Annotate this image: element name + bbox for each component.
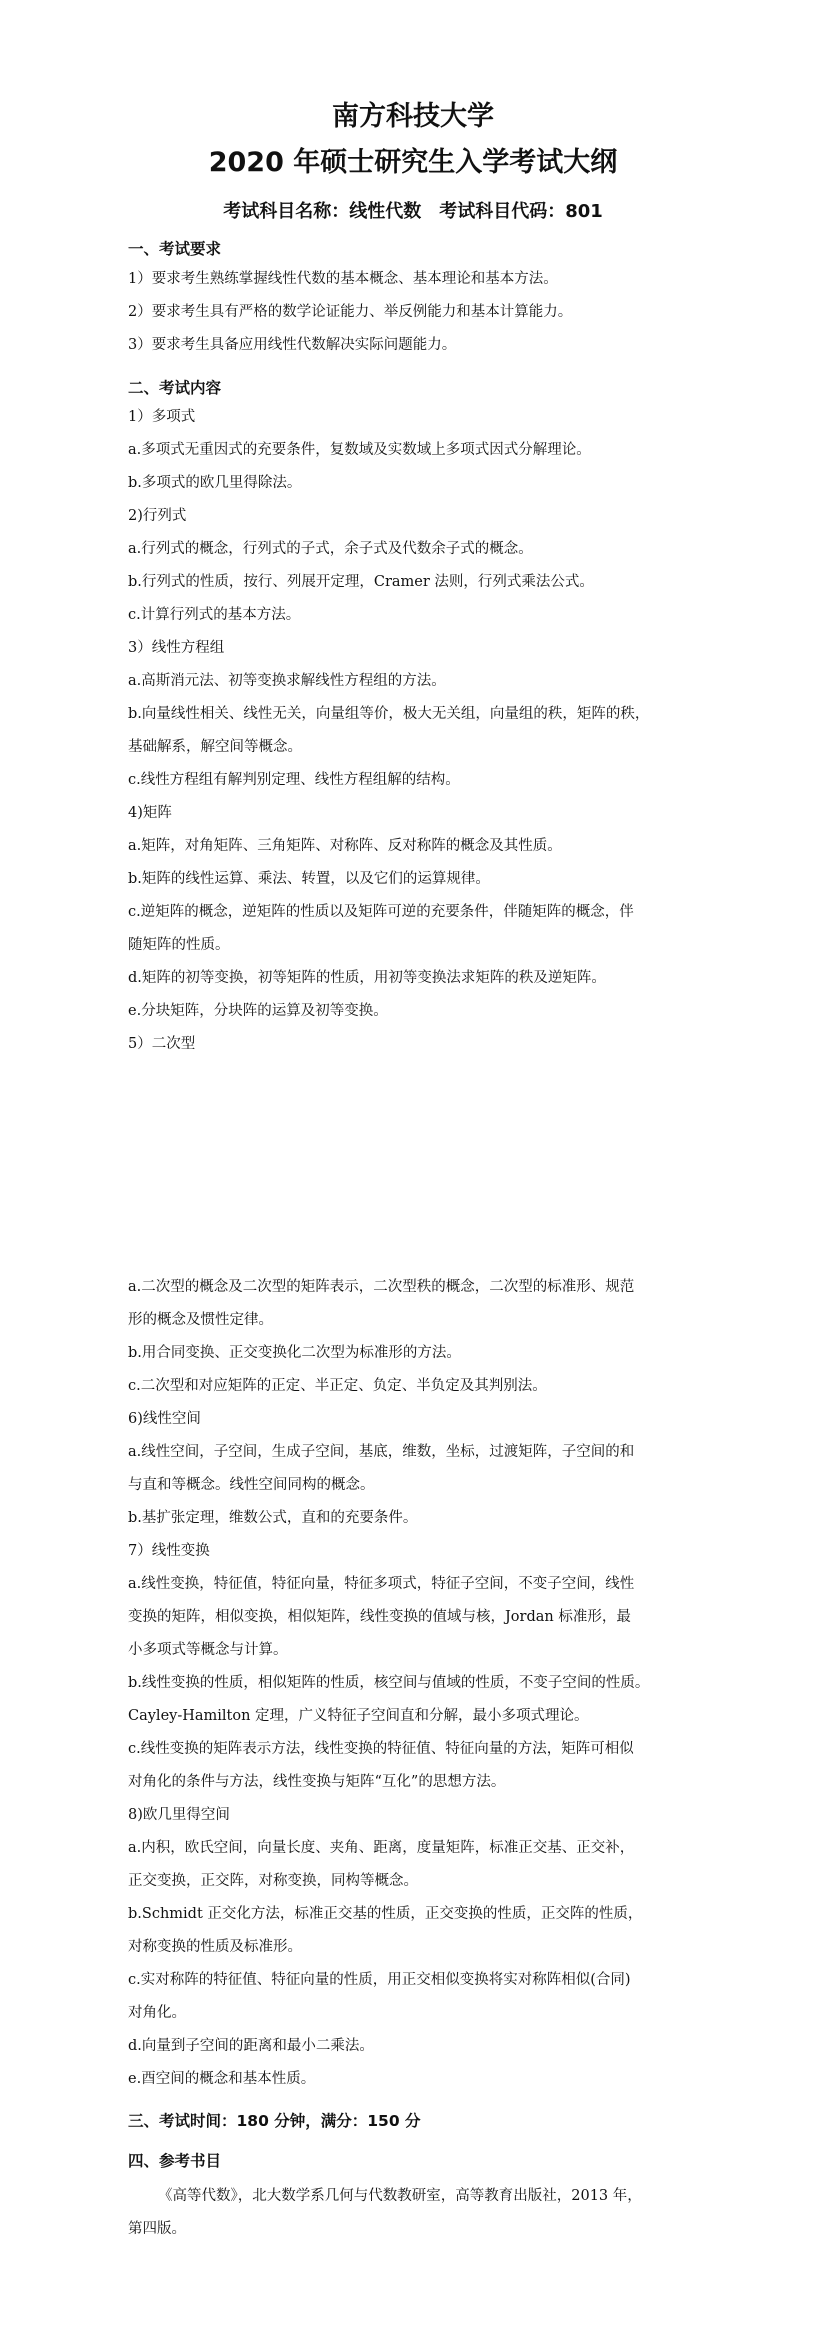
content-line: 变换的矩阵，相似变换，相似矩阵，线性变换的值域与核，Jordan 标准形，最 [128, 1609, 631, 1625]
content-line: 正交变换，正交阵，对称变换，同构等概念。 [128, 1873, 418, 1889]
content-line: 6)线性空间 [128, 1411, 201, 1427]
section-requirements-heading: 一、考试要求 [128, 240, 222, 258]
content-line: c.线性方程组有解判别定理、线性方程组解的结构。 [128, 772, 460, 788]
content-line: c.实对称阵的特征值、特征向量的性质，用正交相似变换将实对称阵相似(合同) [128, 1972, 631, 1988]
content-line: d.向量到子空间的距离和最小二乘法。 [128, 2038, 374, 2054]
content-line: Cayley-Hamilton 定理，广义特征子空间直和分解，最小多项式理论。 [128, 1708, 589, 1724]
section-content-body-part1 [128, 401, 706, 1061]
content-line: b.用合同变换、正交变换化二次型为标准形的方法。 [128, 1345, 461, 1361]
content-line: 对角化。 [128, 2005, 186, 2021]
content-line: b.矩阵的线性运算、乘法、转置，以及它们的运算规律。 [128, 871, 490, 887]
reference-line: 第四版。 [128, 2221, 186, 2237]
content-line: 对称变换的性质及标准形。 [128, 1939, 302, 1955]
content-line: 对角化的条件与方法，线性变换与矩阵“互化”的思想方法。 [128, 1774, 506, 1790]
section-exam-time-heading: 三、考试时间：180 分钟，满分：150 分 [128, 2112, 421, 2130]
content-line: b.行列式的性质，按行、列展开定理，Cramer 法则，行列式乘法公式。 [128, 574, 594, 590]
reference-line: 《高等代数》，北大数学系几何与代数教研室，高等教育出版社，2013 年， [158, 2188, 642, 2204]
content-line: c.计算行列式的基本方法。 [128, 607, 301, 623]
section-content-heading: 二、考试内容 [128, 379, 222, 397]
content-line: 1）多项式 [128, 409, 196, 425]
content-line: 基础解系，解空间等概念。 [128, 739, 302, 755]
section-references-heading: 四、参考书目 [128, 2152, 222, 2170]
content-line: 7）线性变换 [128, 1543, 210, 1559]
content-line: b.向量线性相关、线性无关，向量组等价，极大无关组，向量组的秩，矩阵的秩， [128, 706, 650, 722]
content-line: c.二次型和对应矩阵的正定、半正定、负定、半负定及其判别法。 [128, 1378, 547, 1394]
content-line: 5）二次型 [128, 1036, 196, 1052]
content-line: c.逆矩阵的概念，逆矩阵的性质以及矩阵可逆的充要条件，伴随矩阵的概念，伴 [128, 904, 634, 920]
content-line: 3）线性方程组 [128, 640, 225, 656]
requirement-line: 1）要求考生熟练掌握线性代数的基本概念、基本理论和基本方法。 [128, 271, 558, 287]
requirement-line: 3）要求考生具备应用线性代数解决实际问题能力。 [128, 337, 457, 353]
content-line: 4)矩阵 [128, 805, 172, 821]
content-line: 2)行列式 [128, 508, 187, 524]
section-content-body-part2 [128, 1271, 706, 2096]
requirement-line: 2）要求考生具有严格的数学论证能力、举反例能力和基本计算能力。 [128, 304, 573, 320]
content-line: 小多项式等概念与计算。 [128, 1642, 288, 1658]
references-body [128, 2180, 706, 2246]
content-line: d.矩阵的初等变换，初等矩阵的性质，用初等变换法求矩阵的秩及逆矩阵。 [128, 970, 606, 986]
content-line: 形的概念及惯性定律。 [128, 1312, 273, 1328]
content-line: a.高斯消元法、初等变换求解线性方程组的方法。 [128, 673, 446, 689]
document-title: 2020 年硕士研究生入学考试大纲 [208, 147, 618, 178]
section-requirements-body [128, 263, 706, 362]
content-line: b.多项式的欧几里得除法。 [128, 475, 302, 491]
content-line: a.线性变换，特征值，特征向量，特征多项式，特征子空间，不变子空间，线性 [128, 1576, 635, 1592]
university-name: 南方科技大学 [332, 101, 494, 132]
content-line: a.行列式的概念，行列式的子式，余子式及代数余子式的概念。 [128, 541, 533, 557]
content-line: e.酉空间的概念和基本性质。 [128, 2071, 316, 2087]
content-line: a.矩阵，对角矩阵、三角矩阵、对称阵、反对称阵的概念及其性质。 [128, 838, 562, 854]
content-line: c.线性变换的矩阵表示方法，线性变换的特征值、特征向量的方法，矩阵可相似 [128, 1741, 634, 1757]
subject-line: 考试科目名称：线性代数 考试科目代码：801 [223, 201, 603, 222]
content-line: e.分块矩阵，分块阵的运算及初等变换。 [128, 1003, 388, 1019]
content-line: b.线性变换的性质，相似矩阵的性质，核空间与值域的性质，不变子空间的性质。 [128, 1675, 650, 1691]
content-line: a.二次型的概念及二次型的矩阵表示，二次型秩的概念，二次型的标准形、规范 [128, 1279, 635, 1295]
content-line: a.线性空间，子空间，生成子空间，基底，维数，坐标，过渡矩阵，子空间的和 [128, 1444, 635, 1460]
content-line: b.基扩张定理，维数公式，直和的充要条件。 [128, 1510, 418, 1526]
content-line: 8)欧几里得空间 [128, 1807, 230, 1823]
content-line: a.多项式无重因式的充要条件，复数域及实数域上多项式因式分解理论。 [128, 442, 591, 458]
content-line: a.内积，欧氏空间，向量长度、夹角、距离，度量矩阵，标准正交基、正交补， [128, 1840, 635, 1856]
content-line: 与直和等概念。线性空间同构的概念。 [128, 1477, 375, 1493]
content-line: b.Schmidt 正交化方法，标准正交基的性质，正交变换的性质，正交阵的性质， [128, 1906, 643, 1922]
content-line: 随矩阵的性质。 [128, 937, 230, 953]
